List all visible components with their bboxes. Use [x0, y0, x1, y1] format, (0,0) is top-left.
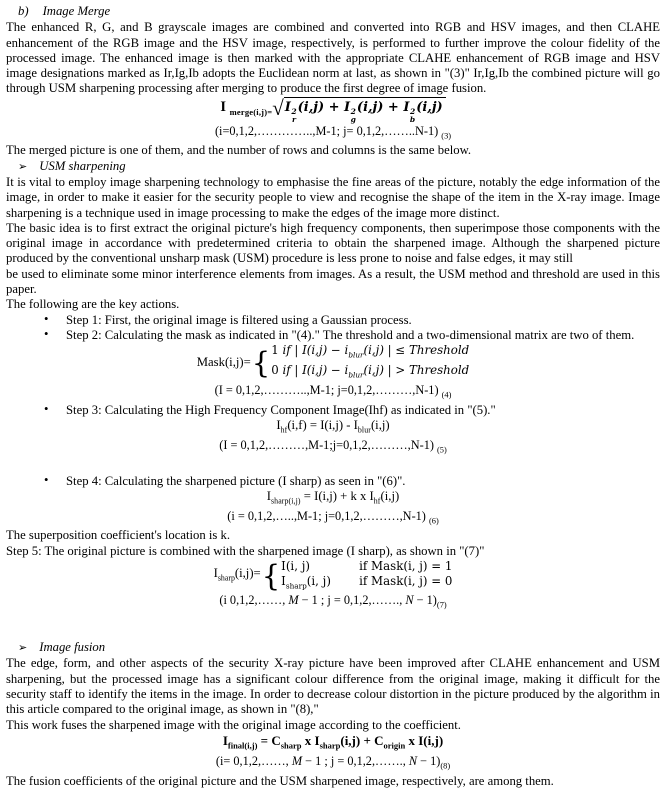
step-4-text: Step 4: Calculating the sharpened picture (I sharp) as seen in "(6)".: [66, 473, 406, 488]
left-brace-glyph: {: [261, 559, 281, 594]
section-heading-image-merge: [6, 4, 660, 19]
list-item-step-4: [6, 474, 660, 489]
heading-label: b): [18, 4, 29, 18]
merged-note: The merged picture is one of them, and the number of rows and columns is the same below.: [6, 143, 472, 158]
formula-8: $I_{final(i,j)} = C_{sharp}$ x $I_{sharp}(i,j) + C_{origin}$ x I(i,j): [222, 732, 444, 751]
list-item-step-2: [6, 328, 660, 343]
section-heading-usm-sharpening: [6, 159, 660, 175]
bullet-icon: •: [44, 311, 49, 326]
formula-4-case-1: 1 if | $I(i,j) - i_{blur}(i,j)$ | ≤ Threshold: [271, 343, 470, 360]
merge-paragraph: The enhanced R, G, and B grayscale images are combined and converted into RGB and HSV images, and then CLAHE enhancement of the RGB image and the HSV image, respectively, is performed to further improve the colour fidelity of the processed image. The enhanced image is then marked with the appropriate CLAHE enhancement of RGB image and HSV image designations marked as Ir,Ig,Ib adopts the Euclidean norm at last, as shown in "(3)" Ir,Ig,Ib the combined picture will go through USM sharpening processing after merging to produce the first degree of image fusion.: [6, 20, 660, 96]
step-2-text: Step 2: Calculating the mask as indicated in "(4)." The threshold and a two-dimensional matrix are two of them.: [66, 327, 635, 342]
spacer: [6, 458, 660, 474]
formula-5-index: (I = 0,1,2,………,M-1;j=0,1,2,………,N-1) $_{(5)}$: [219, 437, 447, 455]
formula-4-case-2: 0 if | $I(i,j) - i_{blur}(i,j)$ | > Threshold: [271, 363, 470, 380]
formula-6: $I_{sharp(i,j)} = I(i,j) + k$ x $I_{hf}(i,j)$: [266, 488, 400, 506]
formula-4: [6, 343, 660, 383]
sqrt-radical: [272, 97, 445, 124]
formula-3: [6, 97, 660, 124]
formula-7-case-1-condition: if Mask(i, j) = 1: [359, 559, 453, 574]
usm-paragraph-1: It is vital to employ image sharpening technology to emphasise the fine areas of the picture, notably the edge information of the image, in order to make it easier for the security people to view and recognise the shape of the item in the X-ray image. Image sharpening is a technique used in image processing to make the edges of the image more distinct.: [6, 174, 660, 220]
list-item-step-3: [6, 403, 660, 418]
formula-7-case-2-value: $I_{sharp}(i$, j): [281, 574, 331, 591]
formula-7: [6, 559, 660, 593]
spacer: [6, 613, 660, 640]
formula-3-radicand: I 2 r (i,j) + I 2 g (i,j) + I 2 b (i,j): [284, 97, 446, 124]
formula-7-index: (i 0,1,2,……, M − 1 ; j = 0,1,2,……., $N - 1)_{(7)}$: [219, 593, 447, 610]
formula-4-lhs: Mask(i,j)=: [196, 355, 251, 370]
left-brace-glyph: {: [251, 346, 271, 381]
formula-4-index: (I = 0,1,2,………..,M-1; j=0,1,2,………,N-1) $_{(4)}$: [214, 382, 452, 400]
heading-title: Image Merge: [42, 4, 111, 18]
radical-sign-icon: √: [272, 95, 284, 120]
fusion-paragraph-2: This work fuses the sharpened image with the original image according to the coefficient.: [6, 717, 461, 732]
formula-6-index: (i = 0,1,2,…..,M-1; j=0,1,2,………,N-1) $_{(6)}$: [227, 508, 439, 526]
superposition-note: The superposition coefficient's location is k.: [6, 528, 231, 543]
formula-5: $I_{hf}(i,f) = I(i,j) - I_{blur}(i,j)$: [276, 418, 390, 435]
usm-paragraph-3: be used to eliminate some minor interference elements from images. As a result, the USM method and threshold are used in this paper.: [6, 266, 660, 297]
arrow-bullet-icon: ➢: [18, 160, 28, 173]
step-3-text: Step 3: Calculating the High Frequency Component Image(Ihf) as indicated in "(5).": [66, 402, 496, 417]
usm-heading-title: USM sharpening: [39, 158, 126, 173]
fusion-heading-title: Image fusion: [39, 640, 106, 655]
bullet-icon: •: [44, 472, 49, 487]
formula-7-case-2-condition: if Mask(i, j) = 0: [359, 574, 453, 589]
step-1-text: Step 1: First, the original image is filtered using a Gaussian process.: [66, 312, 412, 327]
formula-3-lhs: I $_{merge(i,j)=}$: [220, 99, 273, 117]
formula-7-case-1-value: I(i, j): [281, 559, 310, 574]
list-item-step-1: [6, 313, 660, 328]
formula-3-index: (i=0,1,2,…………..,M-1; j= 0,1,2,……..N-1) $_{(3)}$: [214, 123, 452, 141]
bullet-icon: •: [44, 401, 49, 416]
usm-paragraph-2: The basic idea is to first extract the original picture's high frequency components, then superimpose those components with the original image in accordance with predetermined criteria to obtain the sharpened image. Although the sharpened picture produced by the conventional unsharp mask (USM) procedure is less prone to noise and false edges, it may still: [6, 220, 660, 266]
bullet-icon: •: [44, 326, 49, 341]
fusion-paragraph-1: The edge, form, and other aspects of the security X-ray picture have been improved after CLAHE enhancement and USM sharpening, but the processed image has a significant colour difference from the original image, making it difficult for the security staff to identify the items in the image. In order to decrease colour distortion in the picture produced by the algorithm in this article compared to the original image, as shown in "(8),": [6, 656, 660, 717]
arrow-bullet-icon: ➢: [18, 642, 28, 655]
section-heading-image-fusion: [6, 640, 660, 656]
fusion-note: The fusion coefficients of the original picture and the USM sharpened image, respectively, are among them.: [6, 773, 554, 788]
formula-8-index: (i= 0,1,2,……, M − 1 ; j = 0,1,2,……., $N - 1)_{(8)}$: [215, 753, 451, 771]
step-5-line: Step 5: The original picture is combined with the sharpened image (I sharp), as shown in "(7)": [6, 543, 485, 558]
formula-7-lhs: $I_{sharp}(i,j)=$: [213, 566, 261, 583]
key-actions-line: The following are the key actions.: [6, 297, 180, 312]
